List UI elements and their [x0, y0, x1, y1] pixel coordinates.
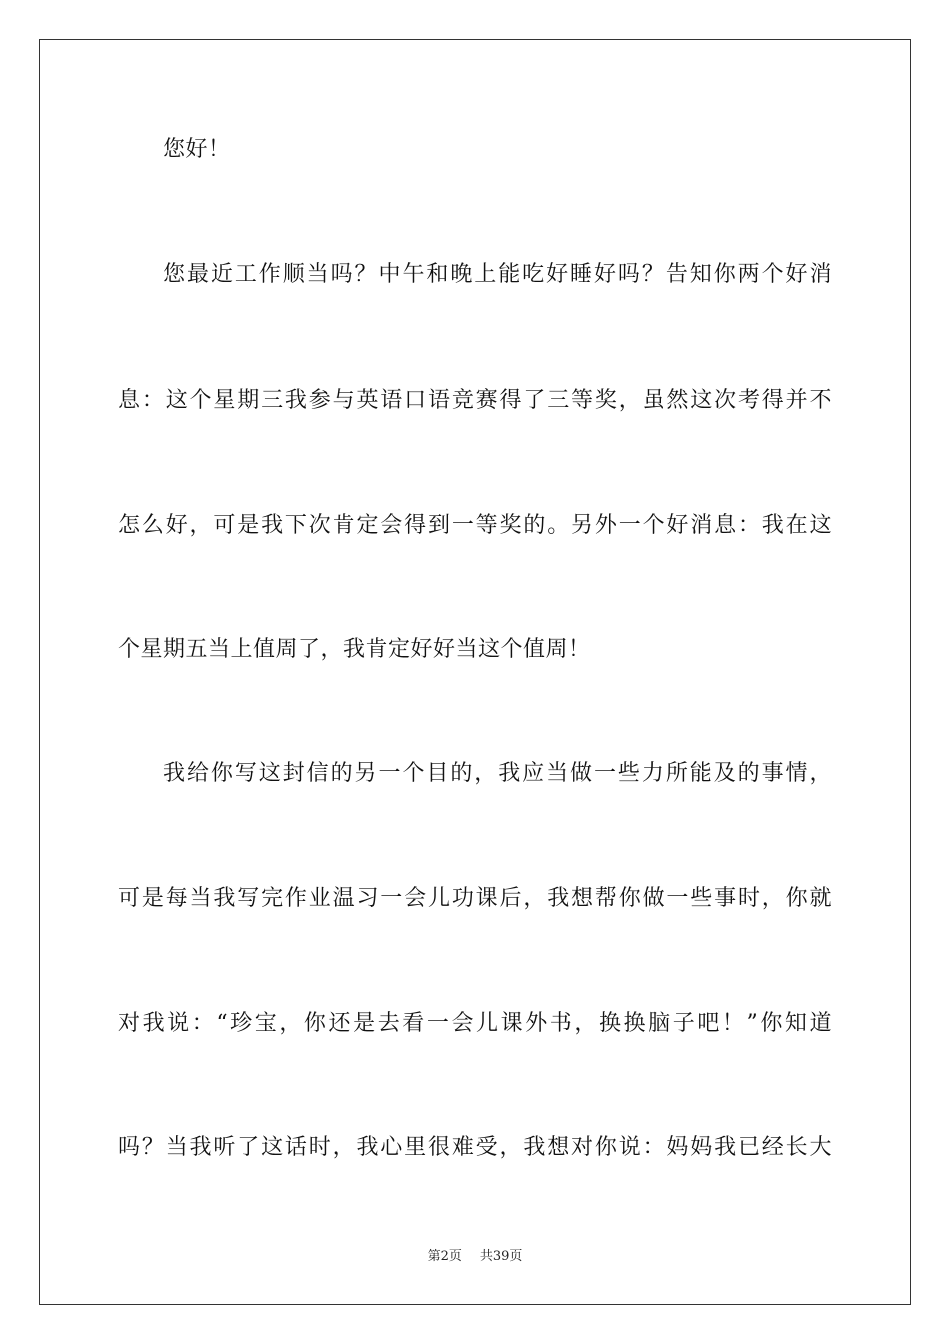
- page-footer: [0, 1248, 950, 1266]
- paragraph-line: 您最近工作顺当吗？中午和晚上能吃好睡好吗？告知你两个好消: [163, 262, 832, 287]
- page-frame: [39, 39, 911, 1305]
- page-total: 共39页: [479, 1249, 523, 1264]
- page-number: 第2页: [427, 1249, 462, 1264]
- paragraph-line: 可是每当我写完作业温习一会儿功课后，我想帮你做一些事时，你就: [118, 886, 832, 911]
- greeting-line: 您好！: [163, 137, 231, 162]
- paragraph-line: 我给你写这封信的另一个目的，我应当做一些力所能及的事情，: [163, 761, 832, 786]
- paragraph-line: 对我说：“珍宝，你还是去看一会儿课外书，换换脑子吧！”你知道: [118, 1011, 832, 1036]
- paragraph-line: 个星期五当上值周了，我肯定好好当这个值周！: [118, 637, 591, 662]
- paragraph-line: 怎么好，可是我下次肯定会得到一等奖的。另外一个好消息：我在这: [118, 513, 832, 538]
- paragraph-line: 吗？当我听了这话时，我心里很难受，我想对你说：妈妈我已经长大: [118, 1135, 832, 1160]
- paragraph-line: 息：这个星期三我参与英语口语竞赛得了三等奖，虽然这次考得并不: [118, 388, 832, 413]
